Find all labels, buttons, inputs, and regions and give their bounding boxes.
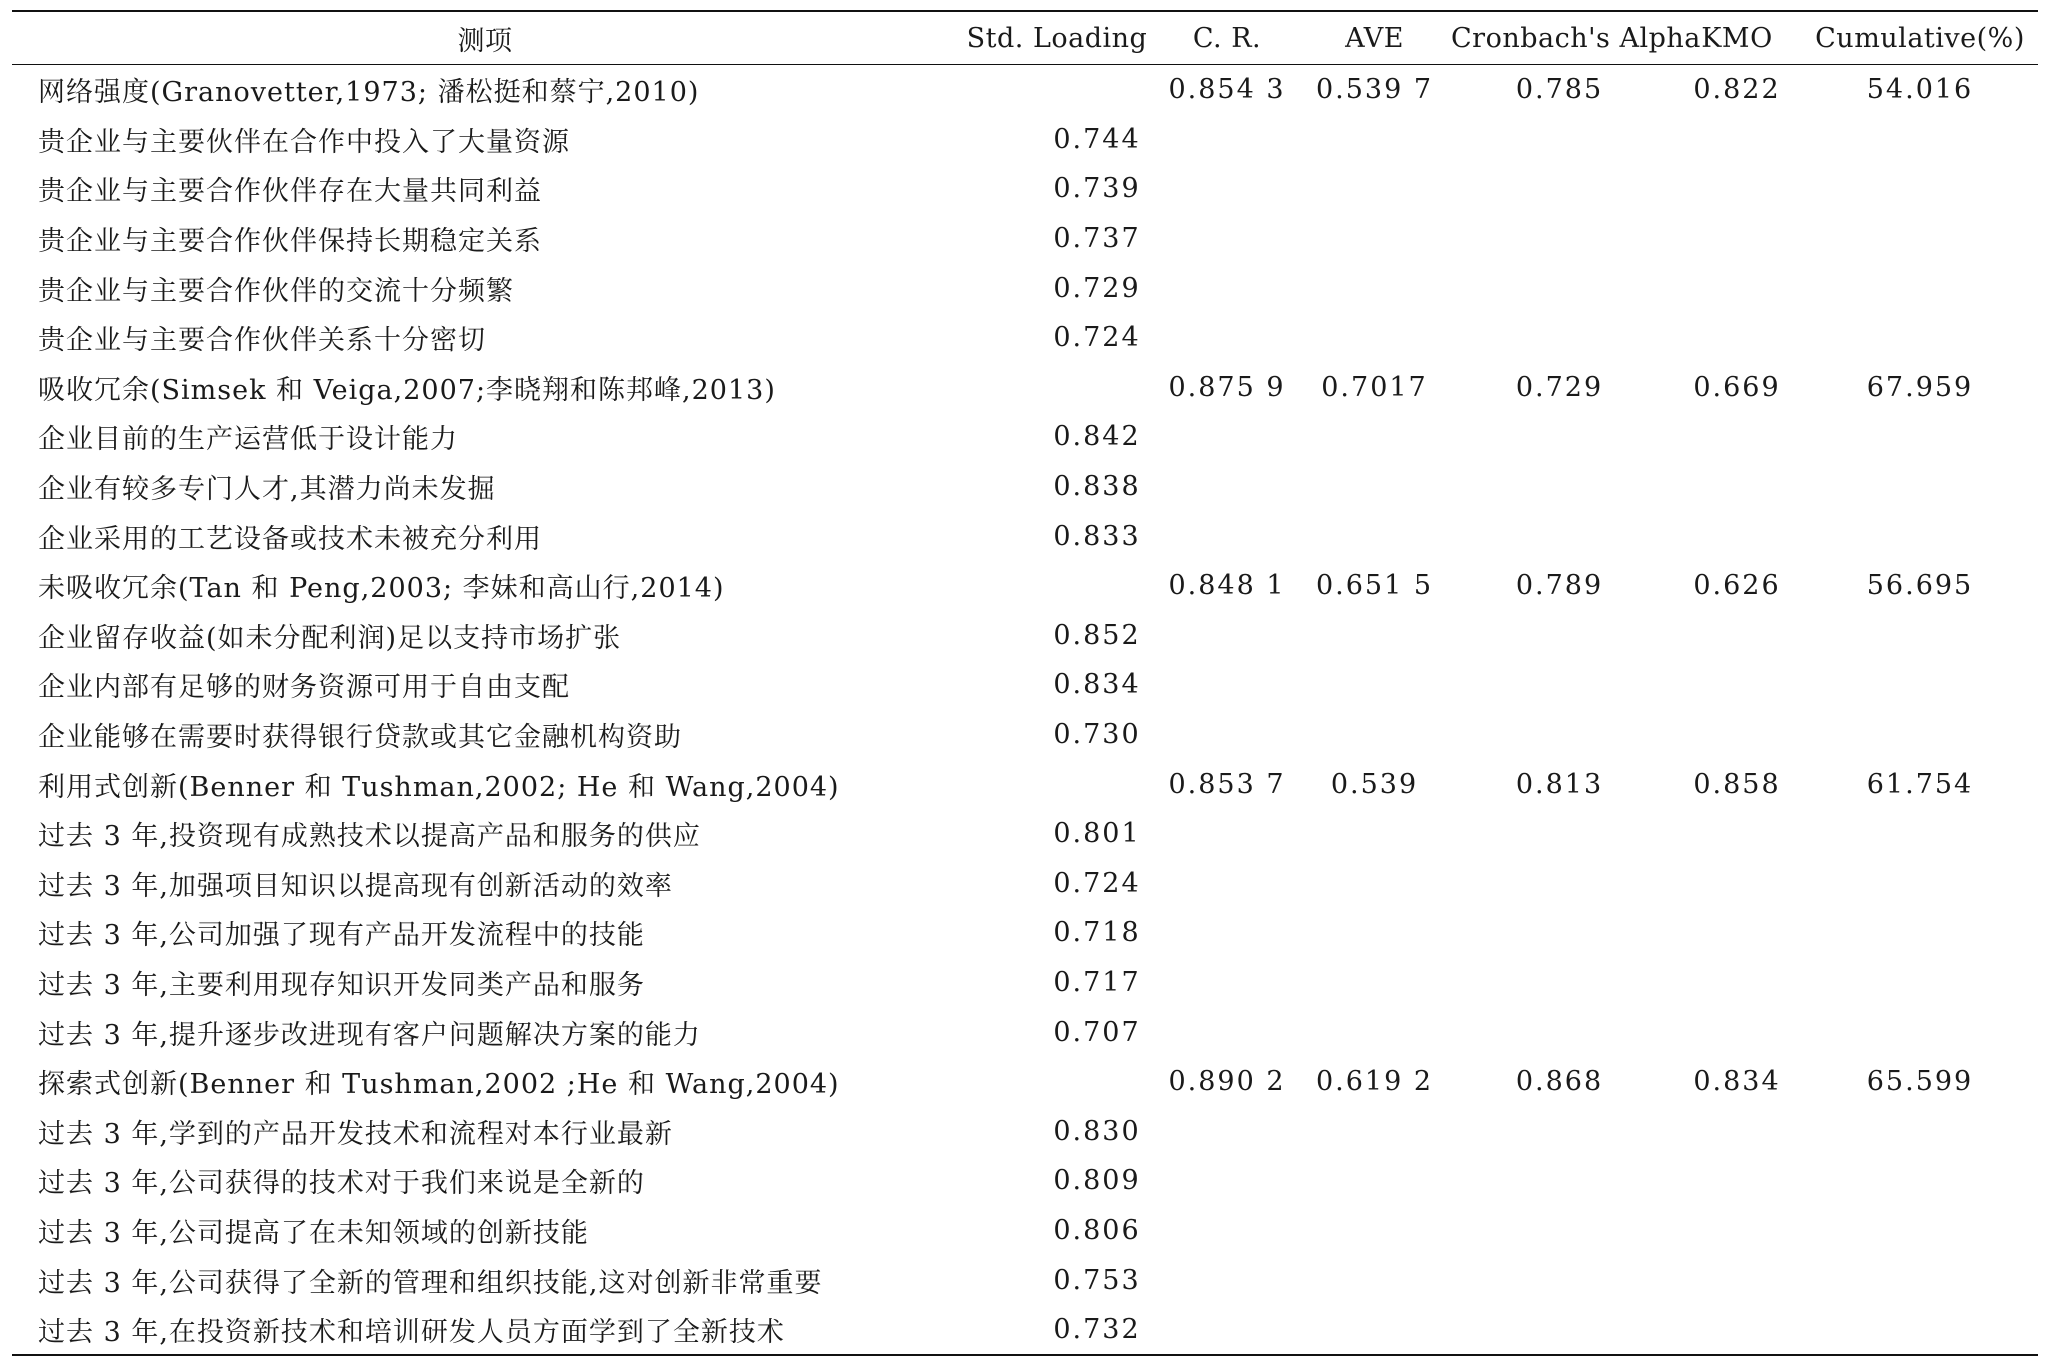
cell-std-loading: 0.739 xyxy=(1053,173,1141,205)
cell-std-loading: 0.833 xyxy=(1053,520,1141,552)
table-row xyxy=(12,1305,2038,1356)
cell-cr xyxy=(1152,115,1302,165)
cell-cumulative xyxy=(1802,1007,2038,1057)
cell-item: 企业有较多专门人才,其潜力尚未发掘 xyxy=(38,474,496,506)
cell-ave: 0.7017 xyxy=(1321,371,1428,403)
table-row xyxy=(12,710,2038,760)
cell-cr xyxy=(1152,1206,1302,1256)
cell-cronbach-alpha xyxy=(1447,164,1672,214)
cell-ave xyxy=(1302,859,1447,909)
cell-cronbach-alpha xyxy=(1447,1106,1672,1156)
cell-cr xyxy=(1152,263,1302,313)
cell-item: 企业能够在需要时获得银行贷款或其它金融机构资助 xyxy=(38,722,682,754)
cell-std-loading xyxy=(962,561,1152,611)
cell-kmo: 0.858 xyxy=(1693,768,1781,800)
table-row xyxy=(12,1057,2038,1107)
table-row xyxy=(12,908,2038,958)
cell-item: 过去 3 年,投资现有成熟技术以提高产品和服务的供应 xyxy=(38,821,701,853)
cell-cronbach-alpha xyxy=(1447,115,1672,165)
cell-cumulative xyxy=(1802,313,2038,363)
cell-cumulative xyxy=(1802,115,2038,165)
cell-cumulative xyxy=(1802,462,2038,512)
cell-item: 未吸收冗余(Tan 和 Peng,2003; 李妹和高山行,2014) xyxy=(38,573,725,605)
cell-cr xyxy=(1152,1255,1302,1305)
cell-cumulative xyxy=(1802,263,2038,313)
header-cronbach-alpha: Cronbach's Alpha xyxy=(1451,22,1701,54)
cell-std-loading: 0.737 xyxy=(1053,223,1141,255)
cell-cumulative xyxy=(1802,214,2038,264)
cell-kmo xyxy=(1672,462,1802,512)
cell-item: 贵企业与主要合作伙伴的交流十分频繁 xyxy=(38,275,514,307)
cell-cumulative xyxy=(1802,859,2038,909)
measurement-table xyxy=(12,10,2038,1356)
cell-ave xyxy=(1302,1305,1447,1356)
cell-kmo xyxy=(1672,958,1802,1008)
cell-cr xyxy=(1152,1007,1302,1057)
table-row xyxy=(12,263,2038,313)
cell-std-loading: 0.730 xyxy=(1053,719,1141,751)
cell-cumulative xyxy=(1802,660,2038,710)
cell-kmo xyxy=(1672,611,1802,661)
cell-cronbach-alpha: 0.785 xyxy=(1515,74,1604,106)
cell-kmo xyxy=(1672,412,1802,462)
cell-ave xyxy=(1302,710,1447,760)
cell-cronbach-alpha xyxy=(1447,511,1672,561)
cell-cumulative xyxy=(1802,908,2038,958)
table-row xyxy=(12,1106,2038,1156)
cell-ave xyxy=(1302,1206,1447,1256)
cell-cr xyxy=(1152,214,1302,264)
cell-kmo xyxy=(1672,115,1802,165)
table-row xyxy=(12,363,2038,413)
cell-kmo xyxy=(1672,1106,1802,1156)
cell-item: 过去 3 年,加强项目知识以提高现有创新活动的效率 xyxy=(38,870,673,902)
cell-kmo xyxy=(1672,1007,1802,1057)
cell-ave xyxy=(1302,462,1447,512)
cell-cumulative xyxy=(1802,1106,2038,1156)
cell-std-loading: 0.707 xyxy=(1053,1016,1141,1048)
cell-cr: 0.890 2 xyxy=(1168,1066,1286,1098)
cell-cr xyxy=(1152,462,1302,512)
cell-cr xyxy=(1152,611,1302,661)
cell-item: 贵企业与主要伙伴在合作中投入了大量资源 xyxy=(38,126,570,158)
cell-cronbach-alpha xyxy=(1447,958,1672,1008)
cell-ave xyxy=(1302,511,1447,561)
cell-cr xyxy=(1152,710,1302,760)
cell-cronbach-alpha xyxy=(1447,660,1672,710)
cell-cronbach-alpha xyxy=(1447,1305,1672,1356)
cell-kmo xyxy=(1672,859,1802,909)
cell-cumulative: 65.599 xyxy=(1866,1066,1974,1098)
cell-item: 贵企业与主要合作伙伴保持长期稳定关系 xyxy=(38,226,542,258)
cell-cumulative: 56.695 xyxy=(1866,570,1974,602)
table-header xyxy=(12,11,2038,65)
cell-kmo: 0.822 xyxy=(1693,74,1781,106)
table-row xyxy=(12,412,2038,462)
table-row xyxy=(12,164,2038,214)
cell-std-loading: 0.732 xyxy=(1053,1314,1141,1346)
cell-item: 吸收冗余(Simsek 和 Veiga,2007;李晓翔和陈邦峰,2013) xyxy=(38,374,776,406)
cell-cronbach-alpha xyxy=(1447,462,1672,512)
cell-std-loading xyxy=(962,363,1152,413)
cell-cr: 0.853 7 xyxy=(1168,768,1286,800)
cell-kmo: 0.669 xyxy=(1693,371,1781,403)
table-row xyxy=(12,214,2038,264)
cell-cr xyxy=(1152,1106,1302,1156)
cell-item: 贵企业与主要合作伙伴存在大量共同利益 xyxy=(38,176,542,208)
cell-cronbach-alpha xyxy=(1447,859,1672,909)
cell-ave xyxy=(1302,214,1447,264)
cell-item: 过去 3 年,公司提高了在未知领域的创新技能 xyxy=(38,1217,589,1249)
cell-cumulative xyxy=(1802,710,2038,760)
table-row xyxy=(12,1255,2038,1305)
cell-std-loading xyxy=(962,759,1152,809)
cell-cumulative xyxy=(1802,1156,2038,1206)
cell-std-loading: 0.830 xyxy=(1053,1115,1141,1147)
table-row xyxy=(12,1007,2038,1057)
cell-cronbach-alpha xyxy=(1447,809,1672,859)
cell-item: 企业内部有足够的财务资源可用于自由支配 xyxy=(38,672,570,704)
cell-item: 过去 3 年,在投资新技术和培训研发人员方面学到了全新技术 xyxy=(38,1317,785,1349)
cell-item: 企业目前的生产运营低于设计能力 xyxy=(38,424,458,456)
cell-cronbach-alpha xyxy=(1447,1156,1672,1206)
cell-ave xyxy=(1302,164,1447,214)
cell-kmo xyxy=(1672,809,1802,859)
cell-std-loading: 0.729 xyxy=(1053,272,1141,304)
cell-ave xyxy=(1302,809,1447,859)
cell-item: 过去 3 年,公司加强了现有产品开发流程中的技能 xyxy=(38,920,645,952)
cell-ave: 0.619 2 xyxy=(1315,1066,1434,1098)
header-kmo: KMO xyxy=(1701,22,1773,54)
table-row xyxy=(12,759,2038,809)
table-row xyxy=(12,511,2038,561)
cell-kmo xyxy=(1672,511,1802,561)
cell-ave: 0.539 7 xyxy=(1315,74,1434,106)
cell-std-loading: 0.724 xyxy=(1053,322,1141,354)
cell-cronbach-alpha xyxy=(1447,1206,1672,1256)
cell-kmo xyxy=(1672,214,1802,264)
table-row xyxy=(12,958,2038,1008)
cell-std-loading: 0.842 xyxy=(1053,421,1141,453)
cell-cr xyxy=(1152,660,1302,710)
cell-ave xyxy=(1302,412,1447,462)
cell-item: 过去 3 年,公司获得了全新的管理和组织技能,这对创新非常重要 xyxy=(38,1267,823,1299)
header-row xyxy=(12,11,2038,65)
header-cumulative: Cumulative(%) xyxy=(1815,22,2025,54)
cell-cronbach-alpha: 0.789 xyxy=(1515,570,1604,602)
cell-cronbach-alpha xyxy=(1447,908,1672,958)
cell-kmo xyxy=(1672,263,1802,313)
cell-kmo xyxy=(1672,1156,1802,1206)
table-row xyxy=(12,1206,2038,1256)
cell-std-loading: 0.806 xyxy=(1053,1214,1141,1246)
cell-item: 企业留存收益(如未分配利润)足以支持市场扩张 xyxy=(38,622,622,654)
cell-cr xyxy=(1152,511,1302,561)
cell-cumulative: 61.754 xyxy=(1866,768,1974,800)
cell-cronbach-alpha xyxy=(1447,710,1672,760)
cell-item: 利用式创新(Benner 和 Tushman,2002; He 和 Wang,2004) xyxy=(38,771,840,803)
measurement-table-container xyxy=(12,10,2038,1356)
table-row xyxy=(12,65,2038,115)
cell-cr xyxy=(1152,313,1302,363)
cell-ave xyxy=(1302,1156,1447,1206)
table-row xyxy=(12,561,2038,611)
cell-item: 过去 3 年,提升逐步改进现有客户问题解决方案的能力 xyxy=(38,1019,701,1051)
cell-cumulative xyxy=(1802,1305,2038,1356)
cell-cronbach-alpha: 0.729 xyxy=(1515,371,1604,403)
cell-ave xyxy=(1302,313,1447,363)
cell-cumulative xyxy=(1802,1255,2038,1305)
cell-ave xyxy=(1302,115,1447,165)
cell-kmo xyxy=(1672,660,1802,710)
cell-cumulative xyxy=(1802,412,2038,462)
table-row xyxy=(12,115,2038,165)
cell-cronbach-alpha xyxy=(1447,1007,1672,1057)
cell-cronbach-alpha xyxy=(1447,313,1672,363)
cell-cr: 0.854 3 xyxy=(1168,74,1286,106)
cell-std-loading: 0.718 xyxy=(1053,917,1141,949)
cell-ave xyxy=(1302,1007,1447,1057)
header-ave: AVE xyxy=(1345,22,1404,54)
cell-std-loading: 0.809 xyxy=(1053,1165,1141,1197)
cell-std-loading: 0.852 xyxy=(1053,619,1141,651)
cell-item: 探索式创新(Benner 和 Tushman,2002 ;He 和 Wang,2004) xyxy=(38,1069,840,1101)
cell-cr xyxy=(1152,1156,1302,1206)
cell-kmo xyxy=(1672,1255,1802,1305)
header-item: 测项 xyxy=(457,25,513,57)
cell-ave xyxy=(1302,958,1447,1008)
cell-kmo xyxy=(1672,710,1802,760)
cell-cr: 0.848 1 xyxy=(1168,570,1286,602)
cell-cr xyxy=(1152,908,1302,958)
cell-cr xyxy=(1152,412,1302,462)
cell-std-loading: 0.724 xyxy=(1053,867,1141,899)
cell-cumulative xyxy=(1802,164,2038,214)
cell-std-loading: 0.717 xyxy=(1053,966,1141,998)
table-row xyxy=(12,1156,2038,1206)
cell-ave xyxy=(1302,1106,1447,1156)
cell-kmo xyxy=(1672,313,1802,363)
cell-cronbach-alpha: 0.868 xyxy=(1515,1066,1604,1098)
cell-cronbach-alpha: 0.813 xyxy=(1515,768,1604,800)
cell-cumulative xyxy=(1802,1206,2038,1256)
cell-std-loading xyxy=(962,65,1152,115)
cell-item: 过去 3 年,主要利用现存知识开发同类产品和服务 xyxy=(38,969,645,1001)
cell-ave: 0.651 5 xyxy=(1315,570,1434,602)
cell-cr: 0.875 9 xyxy=(1168,371,1286,403)
cell-cr xyxy=(1152,859,1302,909)
cell-cr xyxy=(1152,809,1302,859)
cell-std-loading: 0.834 xyxy=(1053,669,1141,701)
table-row xyxy=(12,611,2038,661)
cell-cronbach-alpha xyxy=(1447,1255,1672,1305)
cell-cumulative xyxy=(1802,958,2038,1008)
cell-item: 企业采用的工艺设备或技术未被充分利用 xyxy=(38,523,542,555)
cell-ave xyxy=(1302,660,1447,710)
cell-cr xyxy=(1152,1305,1302,1356)
cell-std-loading: 0.744 xyxy=(1053,123,1141,155)
table-row xyxy=(12,809,2038,859)
cell-std-loading: 0.801 xyxy=(1053,818,1141,850)
cell-std-loading: 0.753 xyxy=(1053,1264,1141,1296)
header-std-loading: Std. Loading xyxy=(966,22,1148,54)
header-cr: C. R. xyxy=(1192,22,1262,54)
cell-cronbach-alpha xyxy=(1447,214,1672,264)
cell-kmo: 0.834 xyxy=(1693,1066,1781,1098)
cell-cronbach-alpha xyxy=(1447,611,1672,661)
cell-ave xyxy=(1302,908,1447,958)
cell-cr xyxy=(1152,958,1302,1008)
cell-ave xyxy=(1302,263,1447,313)
table-row xyxy=(12,462,2038,512)
cell-item: 过去 3 年,学到的产品开发技术和流程对本行业最新 xyxy=(38,1118,673,1150)
cell-cumulative: 54.016 xyxy=(1866,74,1974,106)
cell-item: 贵企业与主要合作伙伴关系十分密切 xyxy=(38,325,486,357)
cell-std-loading xyxy=(962,1057,1152,1107)
cell-std-loading: 0.838 xyxy=(1053,471,1141,503)
cell-cumulative: 67.959 xyxy=(1866,371,1974,403)
cell-kmo xyxy=(1672,164,1802,214)
cell-cumulative xyxy=(1802,809,2038,859)
cell-item: 网络强度(Granovetter,1973; 潘松挺和蔡宁,2010) xyxy=(38,77,700,109)
table-body xyxy=(12,65,2038,1356)
cell-kmo xyxy=(1672,1206,1802,1256)
cell-item: 过去 3 年,公司获得的技术对于我们来说是全新的 xyxy=(38,1168,645,1200)
table-row xyxy=(12,859,2038,909)
cell-kmo: 0.626 xyxy=(1693,570,1781,602)
cell-ave: 0.539 xyxy=(1330,768,1419,800)
cell-cronbach-alpha xyxy=(1447,412,1672,462)
cell-kmo xyxy=(1672,1305,1802,1356)
cell-cumulative xyxy=(1802,511,2038,561)
table-row xyxy=(12,313,2038,363)
cell-ave xyxy=(1302,1255,1447,1305)
table-row xyxy=(12,660,2038,710)
cell-cronbach-alpha xyxy=(1447,263,1672,313)
cell-ave xyxy=(1302,611,1447,661)
cell-kmo xyxy=(1672,908,1802,958)
cell-cr xyxy=(1152,164,1302,214)
cell-cumulative xyxy=(1802,611,2038,661)
